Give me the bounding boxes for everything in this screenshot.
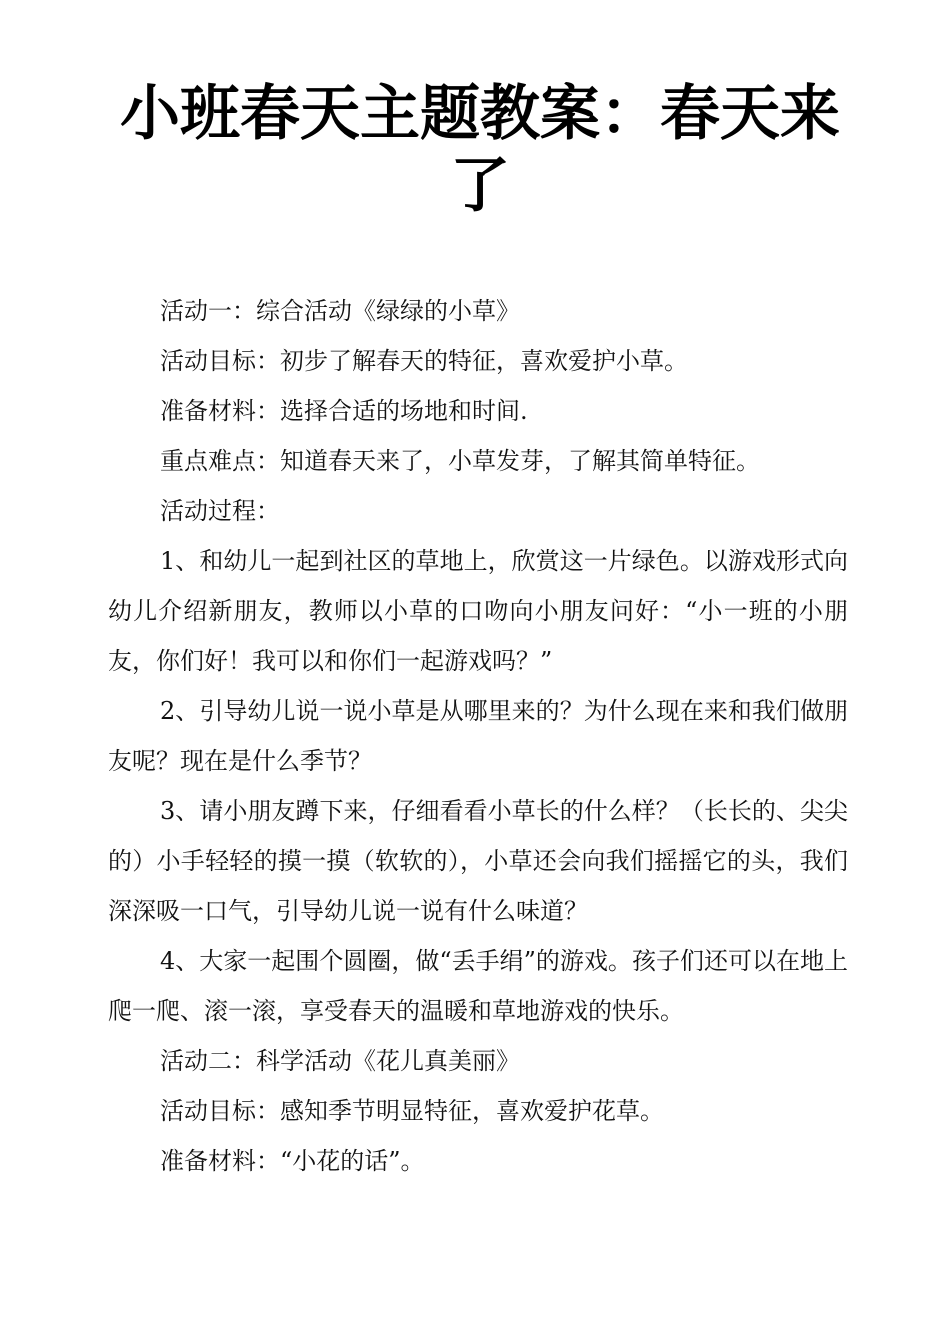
paragraph-activity-two-goal: 活动目标：感知季节明显特征，喜欢爱护花草。 [160,1097,664,1125]
paragraph-activity-one-key-points: 重点难点：知道春天来了，小草发芽，了解其简单特征。 [160,447,760,475]
paragraph-step-3: 3、请小朋友蹲下来，仔细看看小草长的什么样？（长长的、尖尖的）小手轻轻的摸一摸（软软的），小草还会向我们摇摇它的头，我们深深吸一口气，引导幼儿说一说有什么味道？ [108,797,848,925]
paragraph-activity-one-materials: 准备材料：选择合适的场地和时间. [160,397,528,425]
paragraph-activity-process-heading: 活动过程： [160,497,280,525]
paragraph-activity-one-goal: 活动目标：初步了解春天的特征，喜欢爱护小草。 [160,347,688,375]
paragraph-activity-two-materials: 准备材料：“小花的话”。 [160,1147,425,1175]
document-title: 小班春天主题教案：春天来了 [120,79,840,221]
paragraph-step-1: 1、和幼儿一起到社区的草地上，欣赏这一片绿色。以游戏形式向幼儿介绍新朋友，教师以小草的口吻向小朋友问好：“小一班的小朋友，你们好！我可以和你们一起游戏吗？” [108,547,848,675]
paragraph-activity-one-heading: 活动一：综合活动《绿绿的小草》 [160,297,520,325]
document-body [108,286,848,1186]
paragraph-step-2: 2、引导幼儿说一说小草是从哪里来的？为什么现在来和我们做朋友呢？现在是什么季节？ [108,697,848,775]
paragraph-step-4: 4、大家一起围个圆圈，做“丢手绢”的游戏。孩子们还可以在地上爬一爬、滚一滚，享受春天的温暖和草地游戏的快乐。 [108,947,848,1025]
paragraph-activity-two-heading: 活动二：科学活动《花儿真美丽》 [160,1047,520,1075]
